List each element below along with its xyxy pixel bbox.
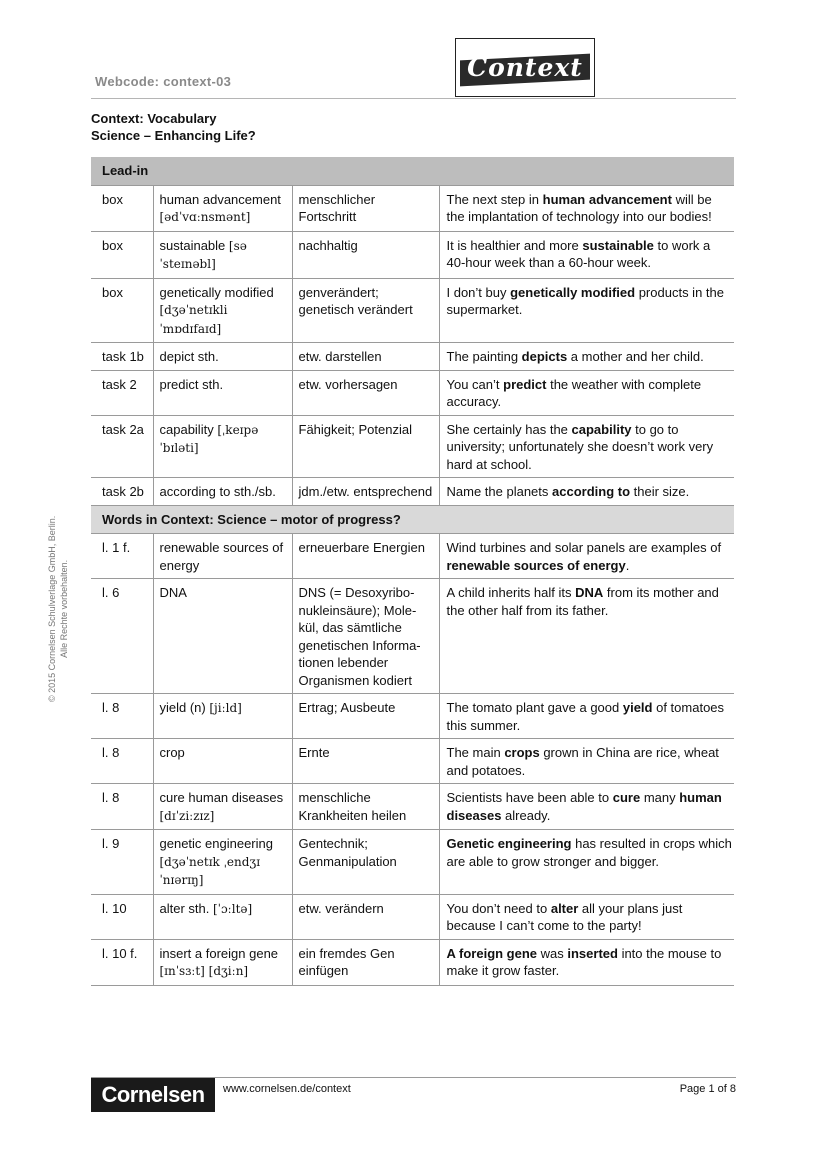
german-cell: ein fremdes Gen einfügen bbox=[292, 939, 439, 985]
copyright-line-2: Alle Rechte vorbehalten. bbox=[59, 559, 69, 658]
example-text: The main bbox=[446, 745, 505, 760]
highlighted-term: depicts bbox=[521, 349, 568, 364]
pronunciation: [ˈɔːltə] bbox=[212, 901, 253, 916]
table-row bbox=[91, 694, 734, 739]
term-cell bbox=[153, 415, 292, 478]
example-cell bbox=[439, 478, 734, 506]
highlighted-term: yield bbox=[622, 700, 653, 715]
reference-cell: l. 8 bbox=[91, 739, 153, 784]
example-text: the weather with complete accuracy. bbox=[446, 376, 702, 409]
term-text: sustainable bbox=[159, 237, 226, 253]
example-text: their size. bbox=[630, 484, 690, 499]
highlighted-term: inserted bbox=[567, 945, 618, 961]
highlighted-term: sustainable bbox=[582, 237, 654, 253]
section-title: Words in Context: Science – motor of progress? bbox=[91, 505, 734, 534]
german-cell: etw. darstellen bbox=[292, 343, 439, 371]
term-cell bbox=[153, 534, 292, 579]
copyright-line-1: © 2015 Cornelsen Schulverlage GmbH, Berlin. bbox=[47, 515, 57, 702]
highlighted-term: cure bbox=[612, 790, 641, 805]
example-cell bbox=[439, 370, 734, 415]
reference-cell: box bbox=[91, 185, 153, 231]
highlighted-term: human diseases bbox=[446, 790, 722, 823]
page-number: Page 1 of 8 bbox=[679, 1083, 736, 1095]
highlighted-term: A foreign gene bbox=[446, 945, 538, 961]
table-row bbox=[91, 370, 734, 415]
reference-cell: task 1b bbox=[91, 343, 153, 371]
title-line-2: Science – Enhancing Life? bbox=[91, 128, 256, 143]
table-row bbox=[91, 343, 734, 371]
pronunciation: [jiːld] bbox=[209, 701, 242, 715]
pronunciation: [dʒəˈnetɪkli ˈmɒdɪfaɪd] bbox=[159, 303, 228, 336]
highlighted-term: genetically modified bbox=[510, 284, 636, 300]
vocabulary-table bbox=[91, 157, 734, 986]
table-row bbox=[91, 894, 734, 939]
copyright-notice bbox=[46, 516, 70, 702]
example-text: from its mother and the other half from its father. bbox=[446, 585, 719, 618]
reference-cell: l. 8 bbox=[91, 784, 153, 830]
table-row bbox=[91, 830, 734, 895]
example-cell bbox=[439, 894, 734, 939]
highlighted-term: human advancement bbox=[542, 191, 672, 207]
example-text: into the mouse to make it grow faster. bbox=[446, 945, 722, 978]
german-cell: Ernte bbox=[292, 739, 439, 784]
document-title bbox=[91, 110, 256, 144]
example-text: all your plans just because I can’t come to the party! bbox=[446, 900, 683, 933]
context-logo bbox=[455, 38, 595, 97]
table-row bbox=[91, 939, 734, 985]
example-cell bbox=[439, 343, 734, 371]
pronunciation: [dɪˈziːzɪz] bbox=[159, 808, 215, 823]
example-cell bbox=[439, 830, 734, 895]
term-text: depict sth. bbox=[159, 349, 219, 364]
highlighted-term: alter bbox=[550, 900, 579, 916]
section-header-leadin bbox=[91, 157, 734, 185]
term-text: capability bbox=[159, 421, 214, 437]
example-cell bbox=[439, 579, 734, 694]
reference-cell: task 2 bbox=[91, 370, 153, 415]
example-cell bbox=[439, 739, 734, 784]
table-row bbox=[91, 534, 734, 579]
pronunciation: [ɪnˈsɜːt] [dʒiːn] bbox=[159, 964, 249, 978]
example-text: The painting bbox=[446, 349, 522, 364]
example-text: of tomatoes this summer. bbox=[446, 700, 725, 733]
term-cell bbox=[153, 739, 292, 784]
german-cell: menschliche Krankheiten heilen bbox=[292, 784, 439, 830]
german-cell: jdm./etw. entsprechend bbox=[292, 478, 439, 506]
term-cell bbox=[153, 694, 292, 739]
reference-cell: l. 8 bbox=[91, 694, 153, 739]
highlighted-term: DNA bbox=[575, 585, 604, 600]
table-row bbox=[91, 231, 734, 278]
footer-url-link[interactable]: www.cornelsen.de/context bbox=[223, 1083, 351, 1095]
example-text: to go to university; unfortunately she doesn’t work very hard at school. bbox=[446, 421, 714, 472]
example-text: Scientists have been able to bbox=[446, 790, 613, 805]
term-cell bbox=[153, 185, 292, 231]
example-cell bbox=[439, 534, 734, 579]
term-text: according to sth./sb. bbox=[159, 484, 276, 499]
example-text: The tomato plant gave a good bbox=[446, 700, 623, 715]
webcode-label: Webcode: context-03 bbox=[95, 74, 232, 89]
term-text: DNA bbox=[159, 585, 187, 600]
german-cell: Fähigkeit; Potenzial bbox=[292, 415, 439, 478]
table-row bbox=[91, 478, 734, 506]
german-cell: menschlicher Fortschritt bbox=[292, 185, 439, 231]
term-text: insert a foreign gene bbox=[159, 945, 279, 961]
german-cell: DNS (= Desoxyribo-nukleinsäure); Mole-kül, das sämtliche genetischen Informa-tionen lebender Organismen kodiert bbox=[292, 579, 439, 694]
example-text: It is healthier and more bbox=[446, 237, 583, 253]
example-text: Name the planets bbox=[446, 484, 553, 499]
reference-cell: box bbox=[91, 278, 153, 343]
example-text: You can’t bbox=[446, 376, 504, 392]
term-cell bbox=[153, 939, 292, 985]
example-text: many bbox=[640, 790, 680, 805]
example-text: will be the implantation of technology into our bodies! bbox=[446, 191, 712, 224]
term-text: predict sth. bbox=[159, 376, 224, 392]
example-text: grown in China are rice, wheat and potatoes. bbox=[446, 745, 719, 778]
example-cell bbox=[439, 694, 734, 739]
example-text: already. bbox=[501, 807, 551, 823]
reference-cell: l. 9 bbox=[91, 830, 153, 895]
example-text: to work a 40-hour week than a 60-hour week. bbox=[446, 237, 711, 270]
pronunciation: [dʒəˈnetɪk ˌendʒɪˈnɪərɪŋ] bbox=[159, 854, 261, 887]
table-row bbox=[91, 579, 734, 694]
pronunciation: [ˌkeɪpəˈbɪləti] bbox=[159, 422, 259, 455]
reference-cell: l. 10 bbox=[91, 894, 153, 939]
section-title: Lead-in bbox=[91, 157, 734, 185]
example-cell bbox=[439, 415, 734, 478]
reference-cell: l. 1 f. bbox=[91, 534, 153, 579]
term-text: cure human diseases bbox=[159, 790, 284, 805]
german-cell: etw. verändern bbox=[292, 894, 439, 939]
example-text: has resulted in crops which are able to grow stronger and bigger. bbox=[446, 836, 732, 869]
term-cell bbox=[153, 278, 292, 343]
highlighted-term: capability bbox=[571, 421, 632, 437]
example-text: You don’t need to bbox=[446, 900, 551, 916]
reference-cell: task 2a bbox=[91, 415, 153, 478]
highlighted-term: predict bbox=[503, 376, 547, 392]
german-cell: erneuerbare Energien bbox=[292, 534, 439, 579]
example-text: She certainly has the bbox=[446, 421, 572, 437]
term-text: crop bbox=[159, 745, 185, 760]
term-cell bbox=[153, 231, 292, 278]
example-cell bbox=[439, 278, 734, 343]
term-text: renewable sources of energy bbox=[159, 540, 284, 573]
german-cell: genverändert; genetisch verändert bbox=[292, 278, 439, 343]
table-row bbox=[91, 739, 734, 784]
example-text: products in the supermarket. bbox=[446, 284, 724, 317]
pronunciation: [səˈsteɪnəbl] bbox=[159, 238, 247, 271]
reference-cell: box bbox=[91, 231, 153, 278]
example-cell bbox=[439, 939, 734, 985]
term-text: alter sth. bbox=[159, 900, 210, 916]
highlighted-term: renewable sources of energy bbox=[446, 557, 626, 573]
term-cell bbox=[153, 894, 292, 939]
term-cell bbox=[153, 478, 292, 506]
table-row bbox=[91, 185, 734, 231]
german-cell: etw. vorhersagen bbox=[292, 370, 439, 415]
example-text: was bbox=[537, 945, 568, 961]
term-text: yield (n) bbox=[159, 700, 206, 715]
example-cell bbox=[439, 231, 734, 278]
example-text: I don’t buy bbox=[446, 284, 511, 300]
example-text: . bbox=[625, 557, 630, 573]
german-cell: Gentechnik; Genmanipulation bbox=[292, 830, 439, 895]
highlighted-term: according to bbox=[552, 484, 631, 499]
example-text: The next step in bbox=[446, 191, 543, 207]
term-cell bbox=[153, 830, 292, 895]
example-text: Wind turbines and solar panels are examples of bbox=[446, 540, 722, 555]
reference-cell: task 2b bbox=[91, 478, 153, 506]
term-text: human advancement bbox=[159, 191, 281, 207]
table-row bbox=[91, 415, 734, 478]
term-text: genetic engineering bbox=[159, 836, 273, 851]
german-cell: Ertrag; Ausbeute bbox=[292, 694, 439, 739]
term-text: genetically modified bbox=[159, 284, 274, 300]
reference-cell: l. 6 bbox=[91, 579, 153, 694]
table-row bbox=[91, 784, 734, 830]
term-cell bbox=[153, 370, 292, 415]
pronunciation: [ədˈvɑːnsmənt] bbox=[159, 210, 251, 224]
term-cell bbox=[153, 343, 292, 371]
highlighted-term: Genetic engineering bbox=[446, 836, 572, 851]
highlighted-term: crops bbox=[504, 745, 540, 760]
term-cell bbox=[153, 579, 292, 694]
reference-cell: l. 10 f. bbox=[91, 939, 153, 985]
table-row bbox=[91, 278, 734, 343]
header-divider bbox=[91, 98, 736, 99]
german-cell: nachhaltig bbox=[292, 231, 439, 278]
context-logo-text: Context bbox=[467, 53, 583, 82]
example-text: A child inherits half its bbox=[446, 585, 576, 600]
section-header-words bbox=[91, 505, 734, 534]
example-cell bbox=[439, 185, 734, 231]
title-line-1: Context: Vocabulary bbox=[91, 111, 217, 126]
example-cell bbox=[439, 784, 734, 830]
cornelsen-logo: Cornelsen bbox=[91, 1078, 215, 1112]
example-text: a mother and her child. bbox=[567, 349, 704, 364]
term-cell bbox=[153, 784, 292, 830]
